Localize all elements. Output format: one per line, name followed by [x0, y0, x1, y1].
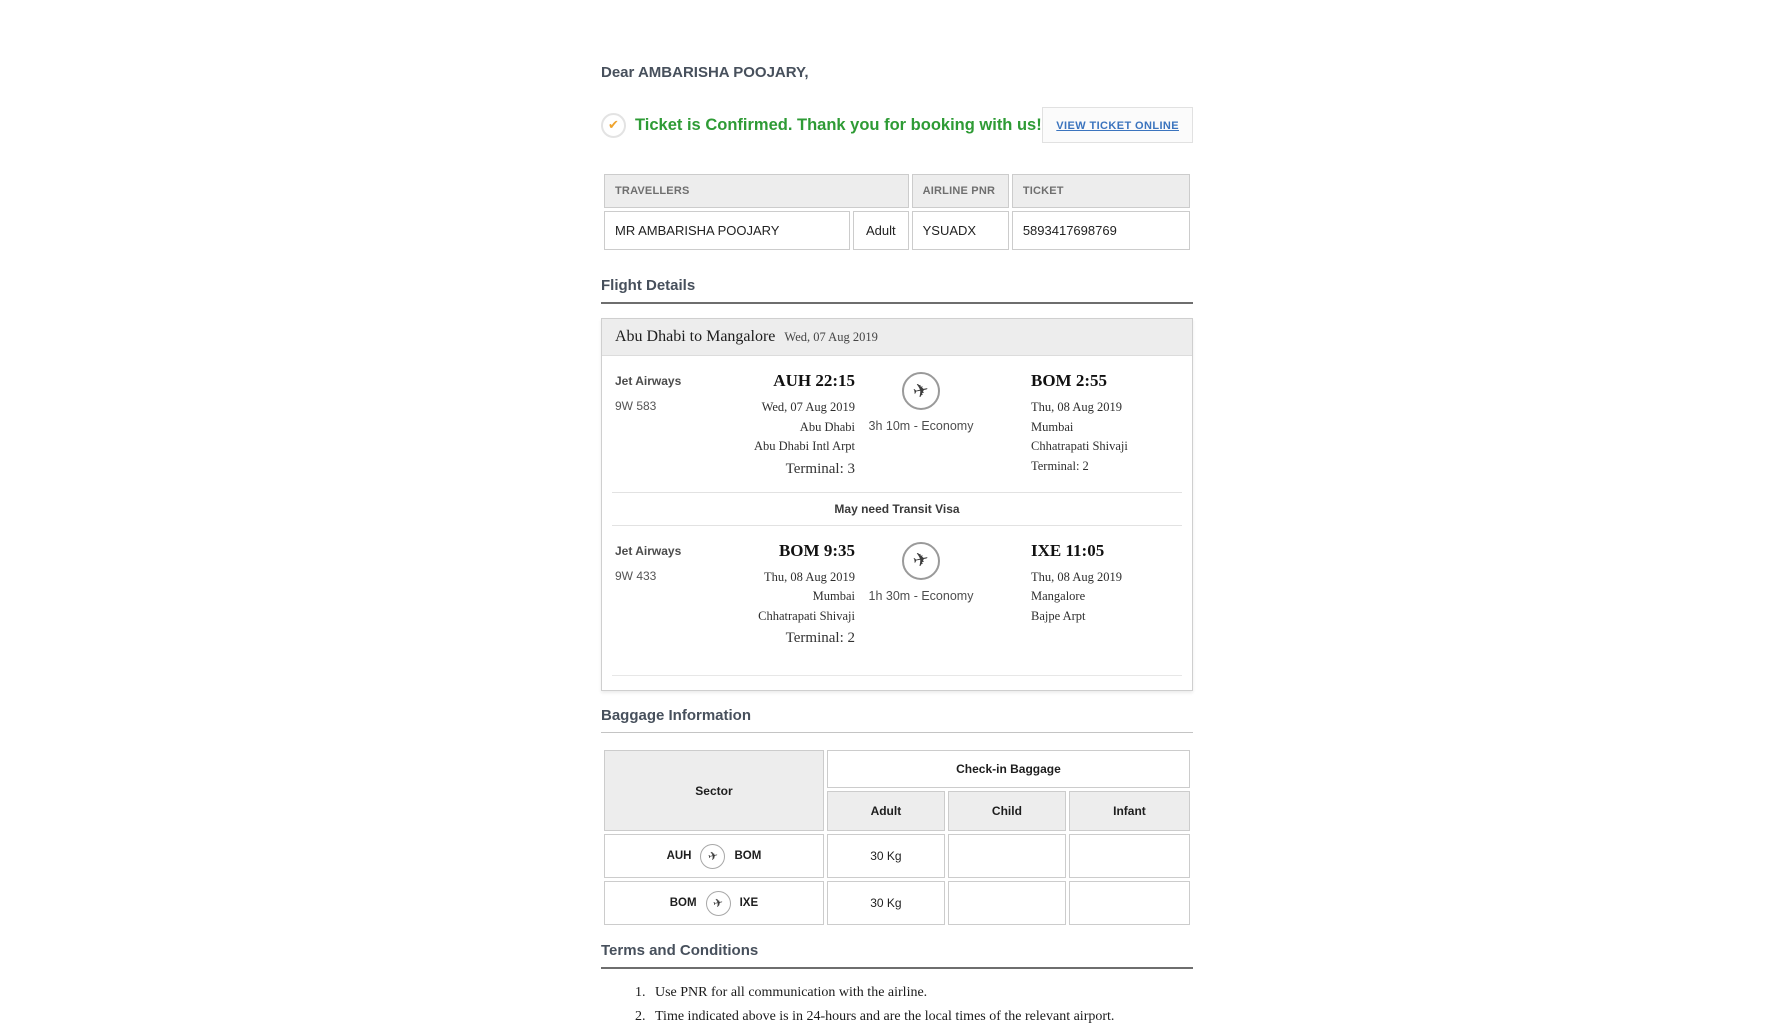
duration-class-label: 1h 30m - Economy: [868, 588, 974, 603]
departure-date: Wed, 07 Aug 2019: [761, 400, 855, 414]
arrival-city: Mangalore: [1031, 589, 1086, 603]
adult-column-header: Adult: [827, 791, 945, 831]
duration-class-label: 3h 10m - Economy: [868, 419, 974, 433]
ticket-column-header: TICKET: [1012, 174, 1190, 208]
terms-list: [601, 985, 1193, 1025]
arrival-city: Mumbai: [1031, 419, 1074, 434]
confirmation-row: [601, 107, 1193, 143]
plane-circle: [902, 542, 940, 580]
plane-circle: [902, 372, 940, 410]
departure-code-time: BOM 9:35: [778, 540, 855, 560]
sector-route: [605, 844, 823, 869]
segment1-duration-block: [855, 371, 987, 480]
adult-baggage-cell: 30 Kg: [827, 881, 945, 925]
sector-from-code: BOM: [669, 897, 697, 909]
sector-from-code: AUH: [666, 850, 692, 862]
airline-pnr-column-header: AIRLINE PNR: [912, 174, 1009, 208]
sector-cell: [604, 881, 824, 925]
segment1-airline-block: [615, 371, 721, 480]
departure-terminal: Terminal: 3: [785, 460, 855, 477]
segment2-airline-block: [615, 541, 721, 650]
terms-item: 2. Time indicated above is in 24-hours and are the local times of the relevant airport.: [649, 1009, 1193, 1025]
baggage-information-heading: Baggage Information: [601, 707, 1193, 733]
sector-column-header: Sector: [604, 750, 824, 831]
segment1-arrival-block: [987, 371, 1180, 480]
plane-circle: [700, 844, 725, 869]
segment2-duration-block: [855, 541, 987, 650]
confirmed-check-icon: [601, 113, 626, 138]
airline-name: Jet Airways: [615, 374, 682, 388]
baggage-row-2: [604, 881, 1190, 925]
baggage-table: [601, 747, 1193, 928]
traveller-row: [604, 211, 1190, 250]
arrival-airport: Bajpe Arpt: [1031, 608, 1086, 623]
greeting-text: Dear AMBARISHA POOJARY,: [601, 64, 809, 81]
travellers-column-header: TRAVELLERS: [604, 174, 909, 208]
plane-circle: [706, 891, 731, 916]
terms-item: 1. Use PNR for all communication with the airline.: [649, 985, 1193, 1001]
infant-baggage-cell: [1069, 834, 1190, 878]
travellers-table: [601, 171, 1193, 253]
email-body: [601, 0, 1193, 1025]
plane-icon: ✈: [910, 378, 931, 403]
terms-and-conditions-heading: Terms and Conditions: [601, 942, 1193, 969]
sector-cell: [604, 834, 824, 878]
confirmation-message: Ticket is Confirmed. Thank you for booking with us!: [635, 115, 1042, 134]
segment1-departure-block: [721, 371, 855, 480]
arrival-code-time: BOM 2:55: [1031, 371, 1108, 390]
flight-number: 9W 433: [615, 568, 657, 583]
flight-details-heading: Flight Details: [601, 277, 1193, 304]
child-baggage-cell: [948, 834, 1066, 878]
checkin-baggage-header: Check-in Baggage: [827, 750, 1190, 788]
departure-airport: Abu Dhabi Intl Arpt: [753, 439, 855, 453]
departure-terminal: Terminal: 2: [785, 630, 855, 646]
flight-number: 9W 583: [615, 399, 657, 413]
traveller-pnr-cell: YSUADX: [912, 211, 1009, 250]
baggage-row-1: [604, 834, 1190, 878]
route-header: [602, 319, 1192, 356]
check-icon: ✔: [608, 117, 619, 133]
arrival-date: Thu, 08 Aug 2019: [1031, 400, 1122, 414]
segment2-departure-block: [721, 541, 855, 650]
arrival-date: Thu, 08 Aug 2019: [1031, 569, 1122, 584]
arrival-airport: Chhatrapati Shivaji: [1031, 439, 1128, 453]
flight-segment-2: [602, 526, 1192, 662]
sector-route: [605, 891, 823, 916]
sector-to-code: BOM: [734, 850, 762, 862]
route-title: Abu Dhabi to Mangalore: [615, 328, 776, 345]
sector-to-code: IXE: [739, 897, 759, 909]
flight-segment-1: [602, 356, 1192, 492]
traveller-ticket-cell: 5893417698769: [1012, 211, 1190, 250]
baggage-header-row-1: [604, 750, 1190, 788]
traveller-type-cell: Adult: [853, 211, 909, 250]
view-ticket-online-button[interactable]: [1042, 107, 1193, 143]
traveller-name-cell: MR AMBARISHA POOJARY: [604, 211, 850, 250]
plane-icon: ✈: [910, 547, 931, 573]
departure-city: Abu Dhabi: [799, 419, 855, 434]
infant-baggage-cell: [1069, 881, 1190, 925]
child-column-header: Child: [948, 791, 1066, 831]
transit-visa-note: May need Transit Visa: [612, 492, 1182, 526]
infant-column-header: Infant: [1069, 791, 1190, 831]
child-baggage-cell: [948, 881, 1066, 925]
plane-icon: ✈: [711, 895, 725, 911]
airline-name: Jet Airways: [615, 543, 682, 558]
departure-code-time: AUH 22:15: [773, 371, 855, 390]
plane-icon: ✈: [706, 848, 720, 864]
flight-details-card: [601, 318, 1193, 691]
departure-airport: Chhatrapati Shivaji: [758, 608, 855, 623]
adult-baggage-cell: 30 Kg: [827, 834, 945, 878]
departure-date: Thu, 08 Aug 2019: [764, 569, 855, 584]
arrival-code-time: IXE 11:05: [1031, 540, 1105, 560]
travellers-header-row: [604, 174, 1190, 208]
flight-card-footer-rule: [612, 675, 1182, 690]
view-ticket-online-link[interactable]: VIEW TICKET ONLINE: [1056, 120, 1179, 132]
departure-city: Mumbai: [812, 589, 855, 603]
segment2-arrival-block: [987, 541, 1180, 650]
arrival-terminal: Terminal: 2: [1031, 458, 1089, 473]
route-date: Wed, 07 Aug 2019: [784, 330, 878, 344]
